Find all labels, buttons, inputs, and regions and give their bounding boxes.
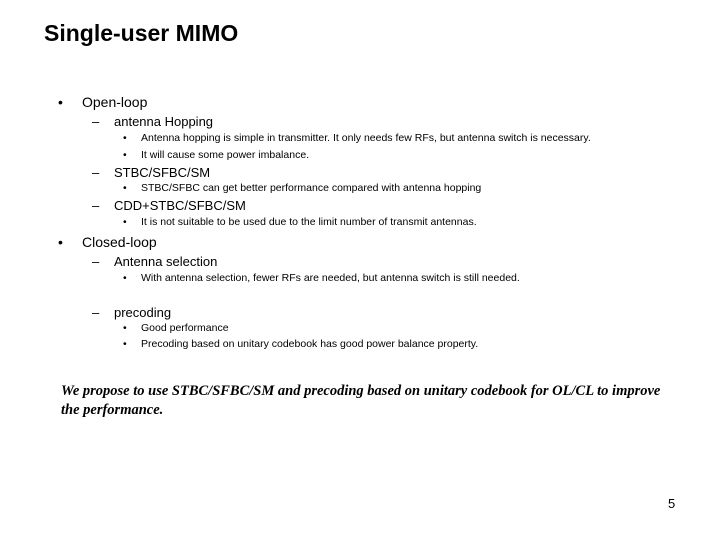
conclusion-statement: We propose to use STBC/SFBC/SM and precoding based on unitary codebook for OL/CL to improve the performance. [61,383,661,418]
cdd-heading: CDD+STBC/SFBC/SM [114,198,246,213]
dash-marker: – [92,254,100,269]
bullet-marker: • [123,272,127,284]
stbc-heading: STBC/SFBC/SM [114,165,211,180]
bullet-marker: • [123,132,127,144]
slide-title: Single-user MIMO [44,20,239,46]
precoding-item-2: Precoding based on unitary codebook has good power balance property. [141,338,479,350]
dash-marker: – [92,305,100,320]
bullet-marker: • [123,149,127,161]
bullet-marker: • [123,216,127,228]
antenna-selection-heading: Antenna selection [114,254,218,269]
bullet-marker: • [123,182,127,194]
bullet-marker: • [123,338,127,350]
antenna-hopping-item-1: Antenna hopping is simple in transmitter. It only needs few RFs, but antenna switch is necessary. [141,132,591,144]
dash-marker: – [92,165,100,180]
stbc-item-1: STBC/SFBC can get better performance compared with antenna hopping [141,182,482,194]
precoding-heading: precoding [114,305,172,320]
precoding-item-1: Good performance [141,322,229,334]
bullet-marker: • [123,322,127,334]
dash-marker: – [92,114,100,129]
page-number: 5 [668,496,676,511]
dash-marker: – [92,198,100,213]
bullet-marker: • [58,234,63,250]
antenna-selection-item-1: With antenna selection, fewer RFs are needed, but antenna switch is still needed. [141,272,520,284]
bullet-marker: • [58,94,63,110]
cdd-item-1: It is not suitable to be used due to the limit number of transmit antennas. [141,216,477,228]
antenna-hopping-heading: antenna Hopping [114,114,214,129]
antenna-hopping-item-2: It will cause some power imbalance. [141,149,310,161]
closed-loop-heading: Closed-loop [82,234,157,250]
open-loop-heading: Open-loop [82,94,148,110]
